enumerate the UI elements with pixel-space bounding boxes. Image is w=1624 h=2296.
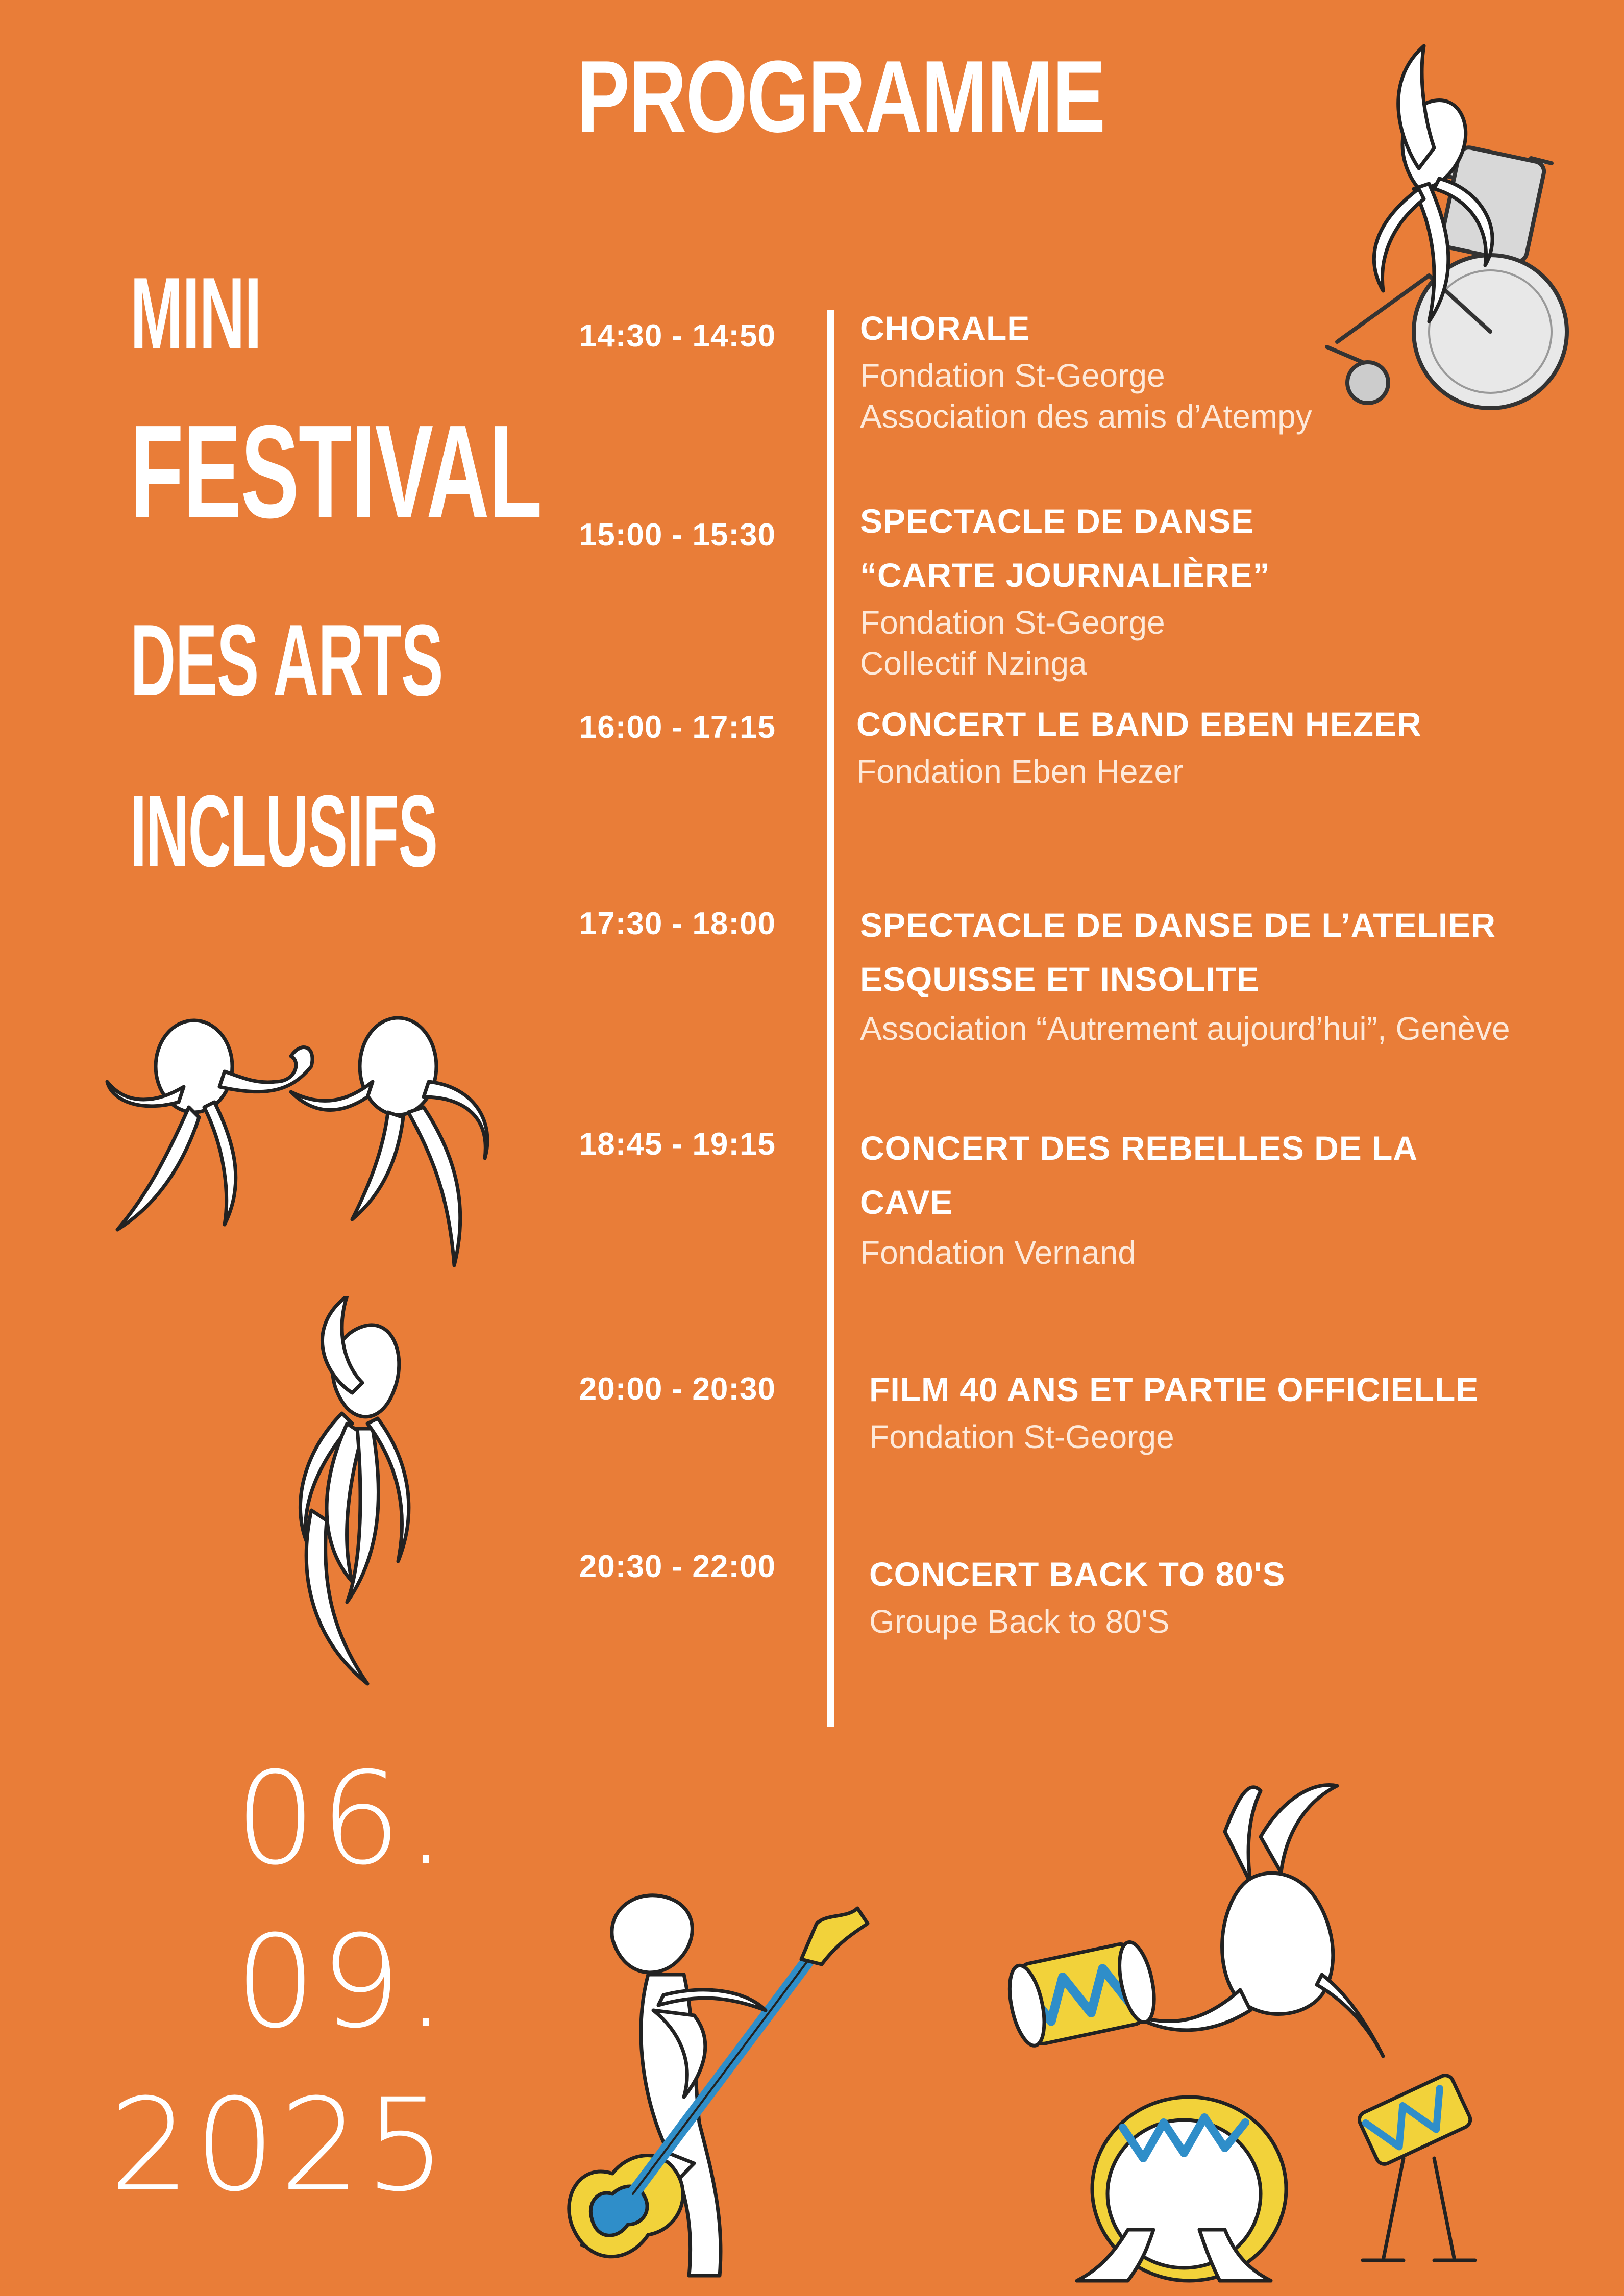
date-month: 09.: [235, 1908, 450, 2056]
event-title: CONCERT LE BAND EBEN HEZER: [856, 705, 1422, 743]
festival-title-mini: MINI: [130, 257, 261, 370]
event-organizer: Association des amis d’Atempy: [860, 398, 1312, 435]
event-title: FILM 40 ANS ET PARTIE OFFICIELLE: [869, 1370, 1479, 1408]
dancing-pair-icon: [97, 1010, 500, 1276]
dancing-figure-icon: [245, 1296, 413, 1694]
event-title: CHORALE: [860, 309, 1030, 347]
event-time: 14:30 - 14:50: [579, 318, 776, 354]
event-organizer: Fondation St-George: [869, 1418, 1174, 1455]
event-time: 18:45 - 19:15: [579, 1127, 776, 1162]
event-entry: [860, 301, 1312, 437]
event-time: 20:30 - 22:00: [579, 1549, 776, 1584]
event-organizer: Association “Autrement aujourd’hui”, Genève: [860, 1010, 1510, 1047]
event-entry: [860, 898, 1510, 1049]
event-entry: [869, 1547, 1286, 1642]
date-day: 06.: [235, 1744, 450, 1893]
festival-title-festival: FESTIVAL: [130, 398, 542, 546]
event-time: 17:30 - 18:00: [579, 906, 776, 941]
festival-title-inclusifs: INCLUSIFS: [130, 775, 437, 888]
event-time: 20:00 - 20:30: [579, 1371, 776, 1407]
event-entry: [869, 1362, 1479, 1457]
festival-title-des-arts: DES ARTS: [130, 604, 443, 717]
event-organizer: Groupe Back to 80'S: [869, 1603, 1170, 1640]
event-title: ESQUISSE ET INSOLITE: [860, 960, 1260, 998]
event-entry: [860, 1121, 1418, 1273]
event-organizer: Fondation Eben Hezer: [856, 753, 1184, 790]
event-title: “CARTE JOURNALIÈRE”: [860, 556, 1270, 594]
wheelchair-dancer-icon: [1266, 36, 1592, 423]
event-title: SPECTACLE DE DANSE DE L’ATELIER: [860, 906, 1496, 944]
event-title: CAVE: [860, 1183, 953, 1221]
event-time: 16:00 - 17:15: [579, 710, 776, 745]
event-organizer: Fondation St-George: [860, 357, 1165, 394]
event-organizer: Fondation Vernand: [860, 1234, 1136, 1271]
event-entry: [856, 697, 1422, 792]
date-year: 2025: [109, 2071, 450, 2219]
event-entry: [860, 494, 1270, 684]
drummer-icon: [995, 1770, 1495, 2286]
event-title: SPECTACLE DE DANSE: [860, 502, 1254, 540]
event-organizer: Collectif Nzinga: [860, 645, 1087, 682]
event-organizer: Fondation St-George: [860, 604, 1165, 641]
programme-title: PROGRAMME: [577, 40, 1105, 154]
event-title: CONCERT BACK TO 80'S: [869, 1555, 1286, 1593]
timeline-divider: [827, 310, 834, 1727]
event-time: 15:00 - 15:30: [579, 517, 776, 553]
event-title: CONCERT DES REBELLES DE LA: [860, 1129, 1418, 1167]
guitarist-icon: [551, 1878, 878, 2286]
